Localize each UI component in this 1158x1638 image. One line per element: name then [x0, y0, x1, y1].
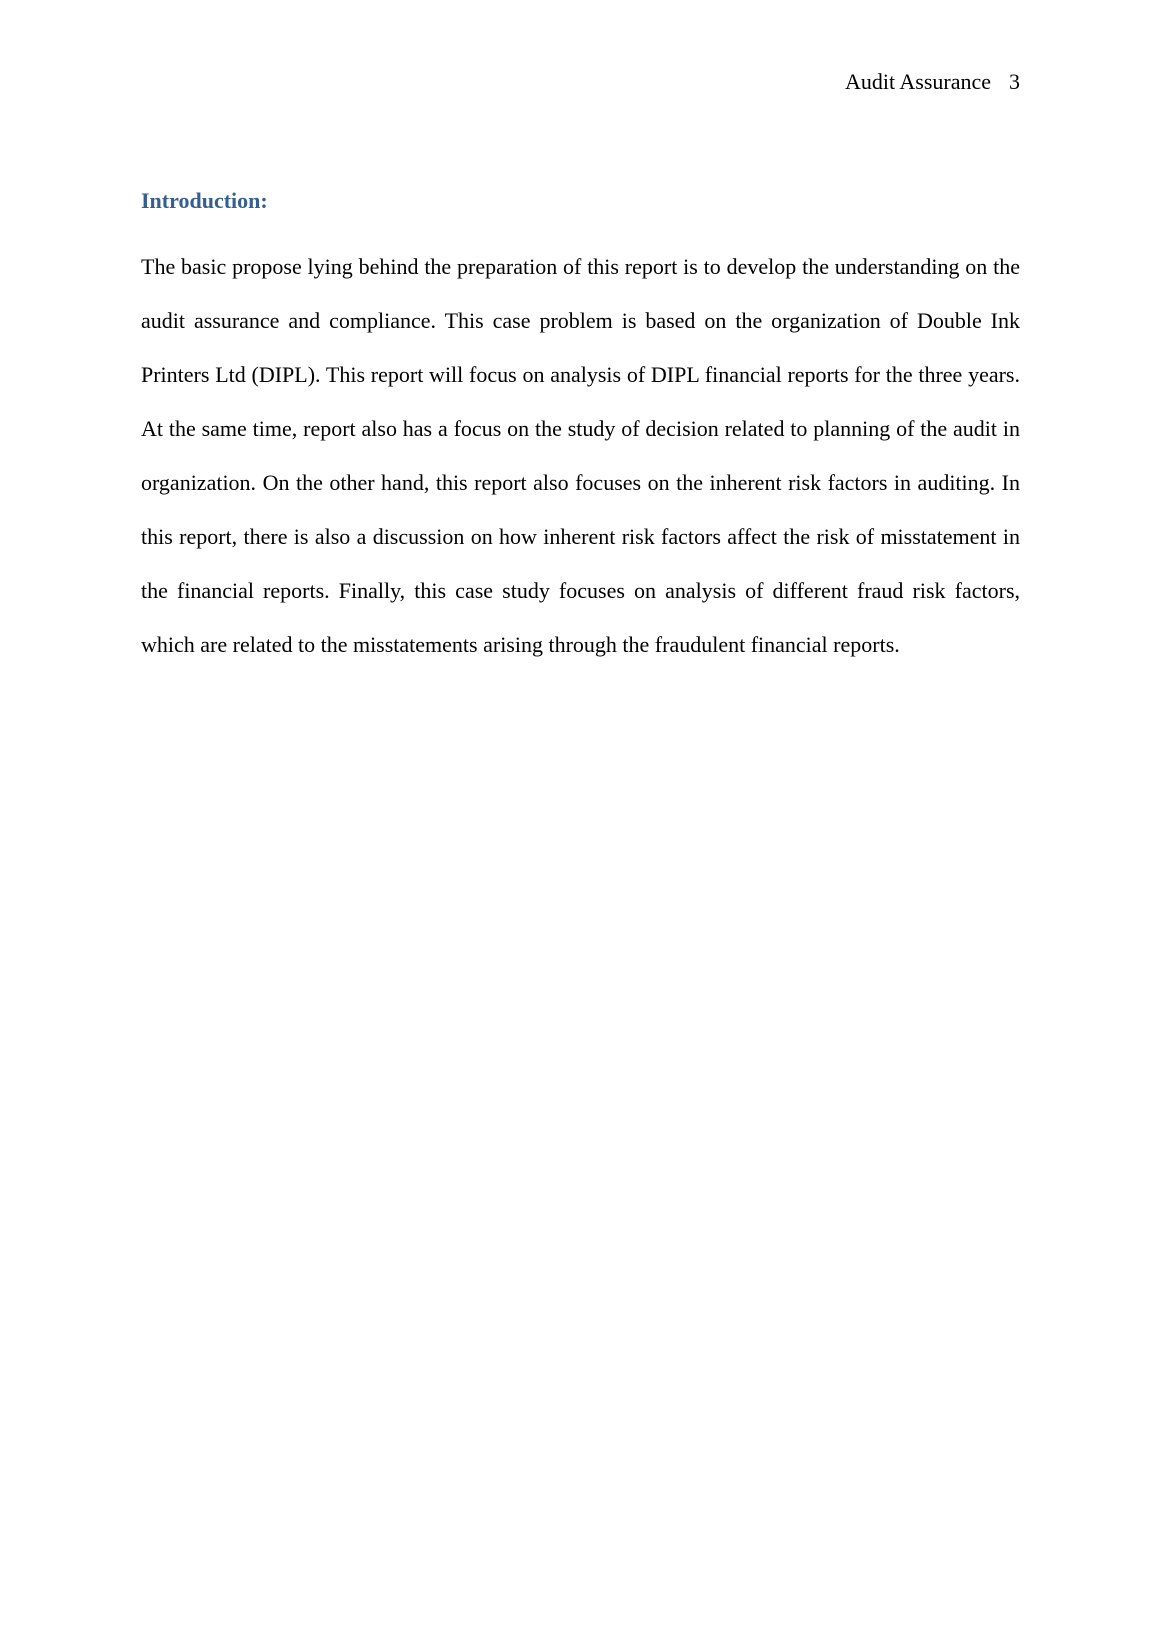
running-header — [845, 68, 1020, 96]
section-heading: Introduction: — [141, 188, 268, 213]
running-title: Audit Assurance — [844, 69, 991, 94]
page-number: 3 — [1009, 69, 1020, 94]
introduction-paragraph: The basic propose lying behind the preparation of this report is to develop the understanding on the audit assurance and compliance. This case problem is based on the organization of Double Ink Printers Ltd (DIPL). This report will focus on analysis of DIPL financial reports for the three years. At the same time, report also has a focus on the study of decision related to planning of the audit in organization. On the other hand, this report also focuses on the inherent risk factors in auditing. In this report, there is also a discussion on how inherent risk factors affect the risk of misstatement in the financial reports. Finally, this case study focuses on analysis of different fraud risk factors, which are related to the misstatements arising through the fraudulent financial reports. — [141, 254, 1020, 657]
